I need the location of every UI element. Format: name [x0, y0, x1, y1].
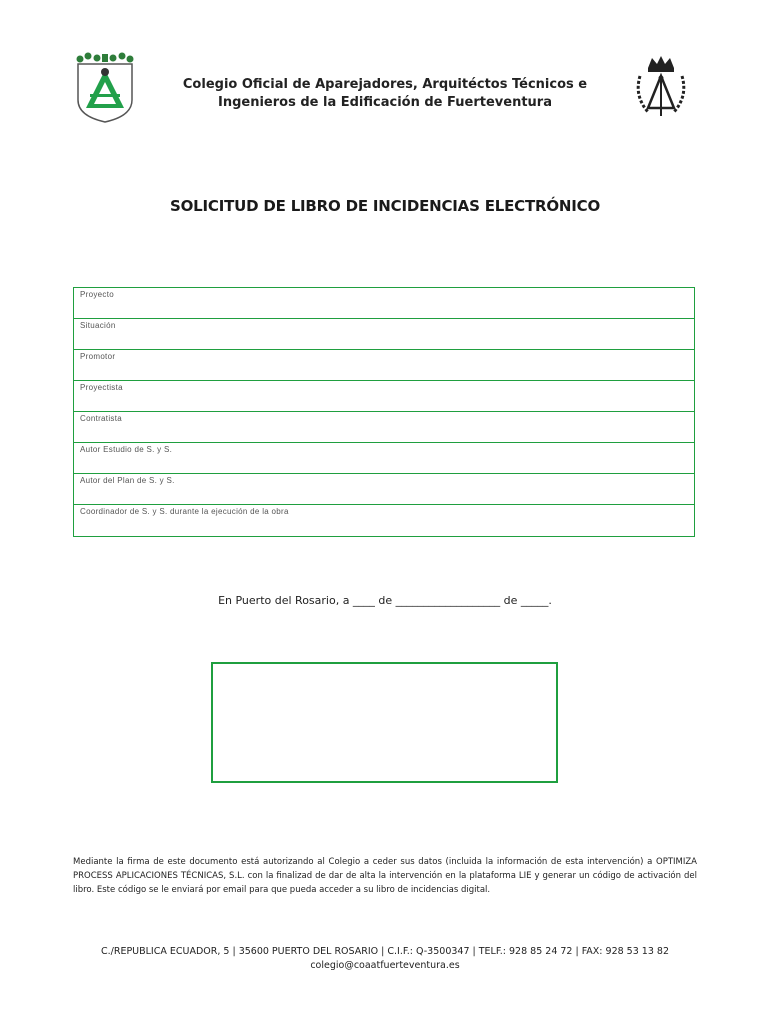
date-line: En Puerto del Rosario, a ____ de ___________________ de _____. [218, 594, 552, 607]
field-proyectista[interactable] [74, 381, 694, 412]
footer-address: C./REPUBLICA ECUADOR, 5 | 35600 PUERTO DEL ROSARIO | C.I.F.: Q-3500347 | TELF.: 928 85 24 72 | FAX: 928 53 13 82 [100, 946, 669, 957]
field-autor-estudio[interactable] [74, 443, 694, 474]
footer [0, 945, 770, 973]
field-label: Contratista [80, 414, 122, 423]
field-label: Autor del Plan de S. y S. [80, 476, 175, 485]
signature-box[interactable] [211, 662, 558, 783]
footer-email[interactable]: colegio@coaatfuerteventura.es [310, 960, 460, 971]
project-info-form [73, 287, 695, 537]
field-label: Coordinador de S. y S. durante la ejecución de la obra [80, 507, 289, 516]
field-label: Proyectista [80, 383, 123, 392]
field-promotor[interactable] [74, 350, 694, 381]
organization-title [150, 76, 620, 112]
field-label: Proyecto [80, 290, 114, 299]
field-label: Situación [80, 321, 116, 330]
legal-notice: Mediante la firma de este documento está autorizando al Colegio a ceder sus datos (incluida la información de esta intervención) a OPTIMIZA PROCESS APLICACIONES TÉCNICAS, S.L. con la finalizad de dar de alta la intervención en la plataforma LIE y generar un código de activación del libro. Este código se le enviará por email para que pueda acceder a su libro de incidencias digital. [73, 857, 697, 895]
field-label: Promotor [80, 352, 116, 361]
org-title-line2: Ingenieros de la Edificación de Fuerteventura [218, 95, 552, 110]
field-label: Autor Estudio de S. y S. [80, 445, 173, 454]
emblem-icon [630, 54, 692, 120]
field-contratista[interactable] [74, 412, 694, 443]
field-proyecto[interactable] [74, 288, 694, 319]
org-title-line1: Colegio Oficial de Aparejadores, Arquitéctos Técnicos e [182, 77, 588, 92]
field-autor-plan[interactable] [74, 474, 694, 505]
document-title: SOLICITUD DE LIBRO DE INCIDENCIAS ELECTRÓNICO [170, 197, 600, 215]
field-situacion[interactable] [74, 319, 694, 350]
coaat-logo-icon [72, 50, 138, 124]
field-coordinador[interactable] [74, 505, 694, 536]
